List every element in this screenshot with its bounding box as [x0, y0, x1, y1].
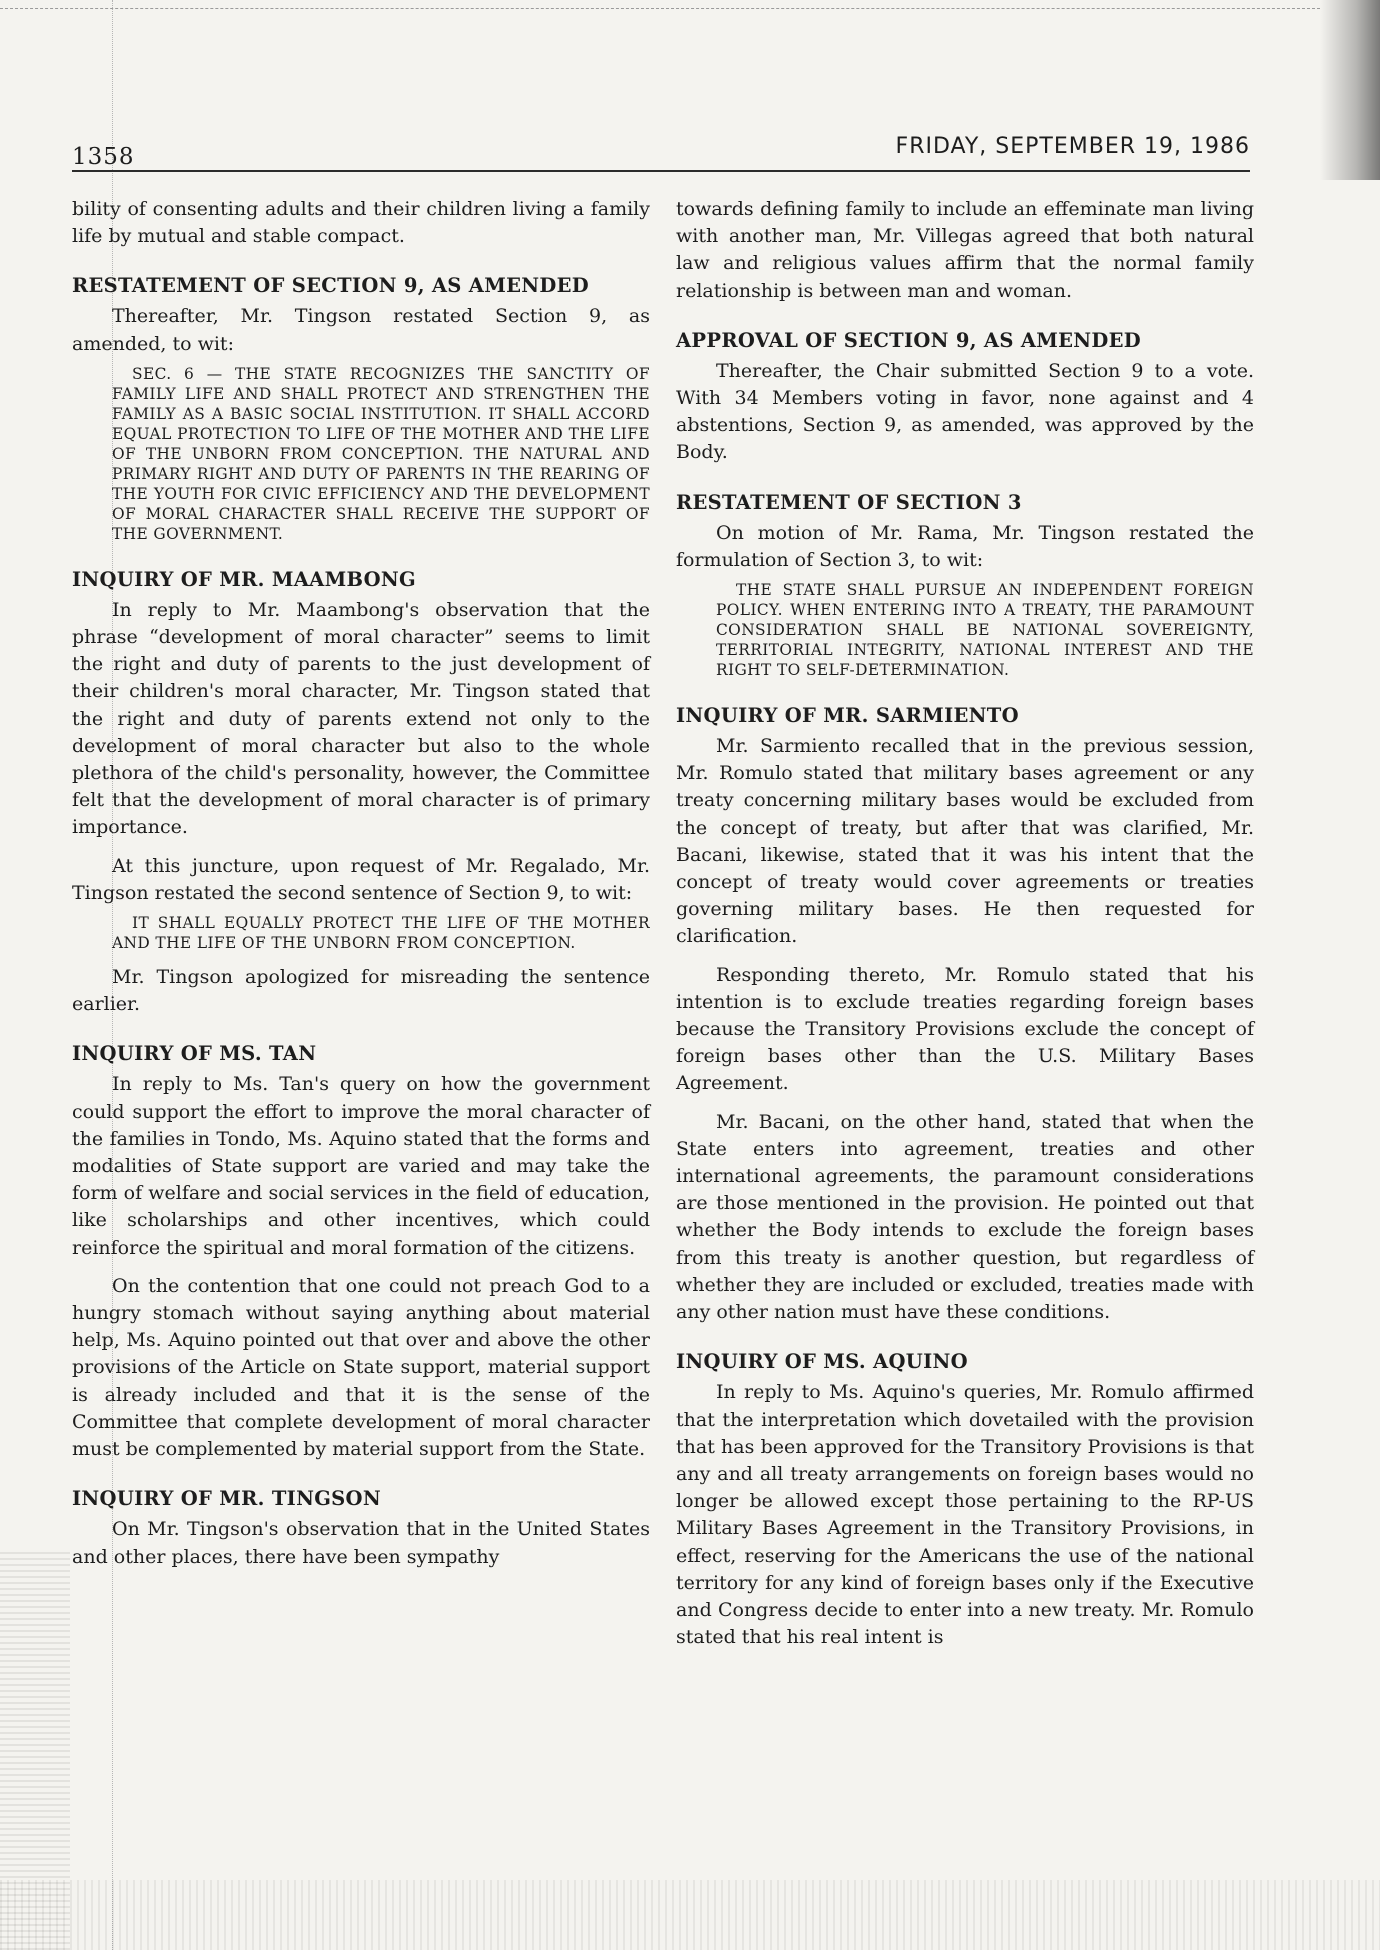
- quoted-provision: SEC. 6 — THE STATE RECOGNIZES THE SANCTITY OF FAMILY LIFE AND SHALL PROTECT AND STRENGTHEN THE FAMILY AS A BASIC SOCIAL INSTITUTION. IT SHALL ACCORD EQUAL PROTECTION TO LIFE OF THE MOTHER AND THE LIFE OF THE UNBORN FROM CONCEPTION. THE NATURAL AND PRIMARY RIGHT AND DUTY OF PARENTS IN THE REARING OF THE YOUTH FOR CIVIC EFFICIENCY AND THE DEVELOPMENT OF MORAL CHARACTER SHALL RECEIVE THE SUPPORT OF THE GOVERNMENT.: [112, 364, 650, 543]
- paragraph: On the contention that one could not preach God to a hungry stomach without saying anything about material help, Ms. Aquino pointed out that over and above the other provisions of the Article on State support, material support is already included and that it is the sense of the Committee that complete development of moral character must be complemented by material support from the State.: [72, 1274, 650, 1461]
- paragraph: In reply to Ms. Tan's query on how the government could support the effort to improve the moral character of the families in Tondo, Ms. Aquino stated that the forms and modalities of State support are varied and may take the form of welfare and social services in the field of education, like scholarships and other incentives, which could reinforce the spiritual and moral formation of the citizens.: [72, 1073, 650, 1259]
- section-heading: APPROVAL OF SECTION 9, AS AMENDED: [676, 328, 1141, 352]
- section-heading: RESTATEMENT OF SECTION 3: [676, 490, 1022, 514]
- paragraph: Mr. Tingson apologized for misreading the sentence earlier.: [72, 966, 650, 1016]
- paragraph: Thereafter, the Chair submitted Section 9 to a vote. With 34 Members voting in favor, none against and 4 abstentions, Section 9, as amended, was approved by the Body.: [676, 359, 1254, 464]
- section-heading: INQUIRY OF MR. TINGSON: [72, 1487, 381, 1511]
- paragraph: Thereafter, Mr. Tingson restated Section 9, as amended, to wit:: [72, 305, 650, 355]
- paragraph: Mr. Bacani, on the other hand, stated that when the State enters into agreement, treaties and other international agreements, the paramount considerations are those mentioned in the provision. He pointed out that whether the Body intends to exclude the foreign bases from this treaty is another question, but regardless of whether they are included or excluded, treaties made with any other nation must have these conditions.: [676, 1110, 1254, 1324]
- paragraph: In reply to Ms. Aquino's queries, Mr. Romulo affirmed that the interpretation which dovetailed with the provision that has been approved for the Transitory Provisions is that any and all treaty arrangements on foreign bases would no longer be allowed except those pertaining to the RP-US Military Bases Agreement in the Transitory Provisions, in effect, reserving for the Americans the use of the national territory for any kind of foreign bases only if the Executive and Congress decide to enter into a new treaty. Mr. Romulo stated that his real intent is: [676, 1381, 1254, 1649]
- paragraph: In reply to Mr. Maambong's observation that the phrase “development of moral character” seems to limit the right and duty of parents to the just development of their children's moral character, Mr. Tingson stated that the right and duty of parents extend not only to the development of moral character but also to the whole plethora of the child's personality, however, the Committee felt that the development of moral character is of primary importance.: [72, 598, 650, 839]
- paragraph: towards defining family to include an effeminate man living with another man, Mr. Villegas agreed that both natural law and religious values affirm that the normal family relationship is between man and woman.: [676, 198, 1254, 302]
- paragraph: Responding thereto, Mr. Romulo stated that his intention is to exclude treaties regarding foreign bases because the Transitory Provisions exclude the concept of foreign bases other than the U.S. Military Bases Agreement.: [676, 963, 1254, 1095]
- quoted-provision: THE STATE SHALL PURSUE AN INDEPENDENT FOREIGN POLICY. WHEN ENTERING INTO A TREATY, THE PARAMOUNT CONSIDERATION SHALL BE NATIONAL SOVEREIGNTY, TERRITORIAL INTEGRITY, NATIONAL INTEREST AND THE RIGHT TO SELF-DETERMINATION.: [716, 581, 1254, 680]
- header-date: FRIDAY, SEPTEMBER 19, 1986: [895, 134, 1250, 159]
- header-rule: [72, 170, 1250, 172]
- section-heading: INQUIRY OF MS. AQUINO: [676, 1350, 968, 1374]
- paragraph: Mr. Sarmiento recalled that in the previous session, Mr. Romulo stated that military bases agreement or any treaty concerning military bases would be excluded from the concept of treaty, but after that was clarified, Mr. Bacani, likewise, stated that it was his intent that the concept of treaty would cover agreements or treaties governing military bases. He then requested for clarification.: [676, 735, 1254, 948]
- section-heading: INQUIRY OF MR. SARMIENTO: [676, 704, 1019, 728]
- left-column: [72, 196, 650, 1571]
- scan-noise-bottom: [0, 1880, 1380, 1950]
- quoted-provision: IT SHALL EQUALLY PROTECT THE LIFE OF THE MOTHER AND THE LIFE OF THE UNBORN FROM CONCEPTION.: [112, 914, 650, 953]
- paragraph: At this juncture, upon request of Mr. Regalado, Mr. Tingson restated the second sentence of Section 9, to wit:: [72, 854, 650, 904]
- page-number: 1358: [72, 144, 135, 170]
- scan-top-edge: [0, 8, 1320, 9]
- paragraph: On Mr. Tingson's observation that in the United States and other places, there have been sympathy: [72, 1518, 650, 1568]
- scan-corner-shadow: [1320, 0, 1380, 180]
- section-heading: INQUIRY OF MR. MAAMBONG: [72, 567, 416, 591]
- paragraph: On motion of Mr. Rama, Mr. Tingson restated the formulation of Section 3, to wit:: [676, 521, 1254, 571]
- page-header: [72, 134, 1250, 174]
- paragraph: bility of consenting adults and their children living a family life by mutual and stable compact.: [72, 198, 650, 248]
- section-heading: INQUIRY OF MS. TAN: [72, 1042, 317, 1066]
- section-heading: RESTATEMENT OF SECTION 9, AS AMENDED: [72, 274, 589, 298]
- right-column: [676, 196, 1254, 1651]
